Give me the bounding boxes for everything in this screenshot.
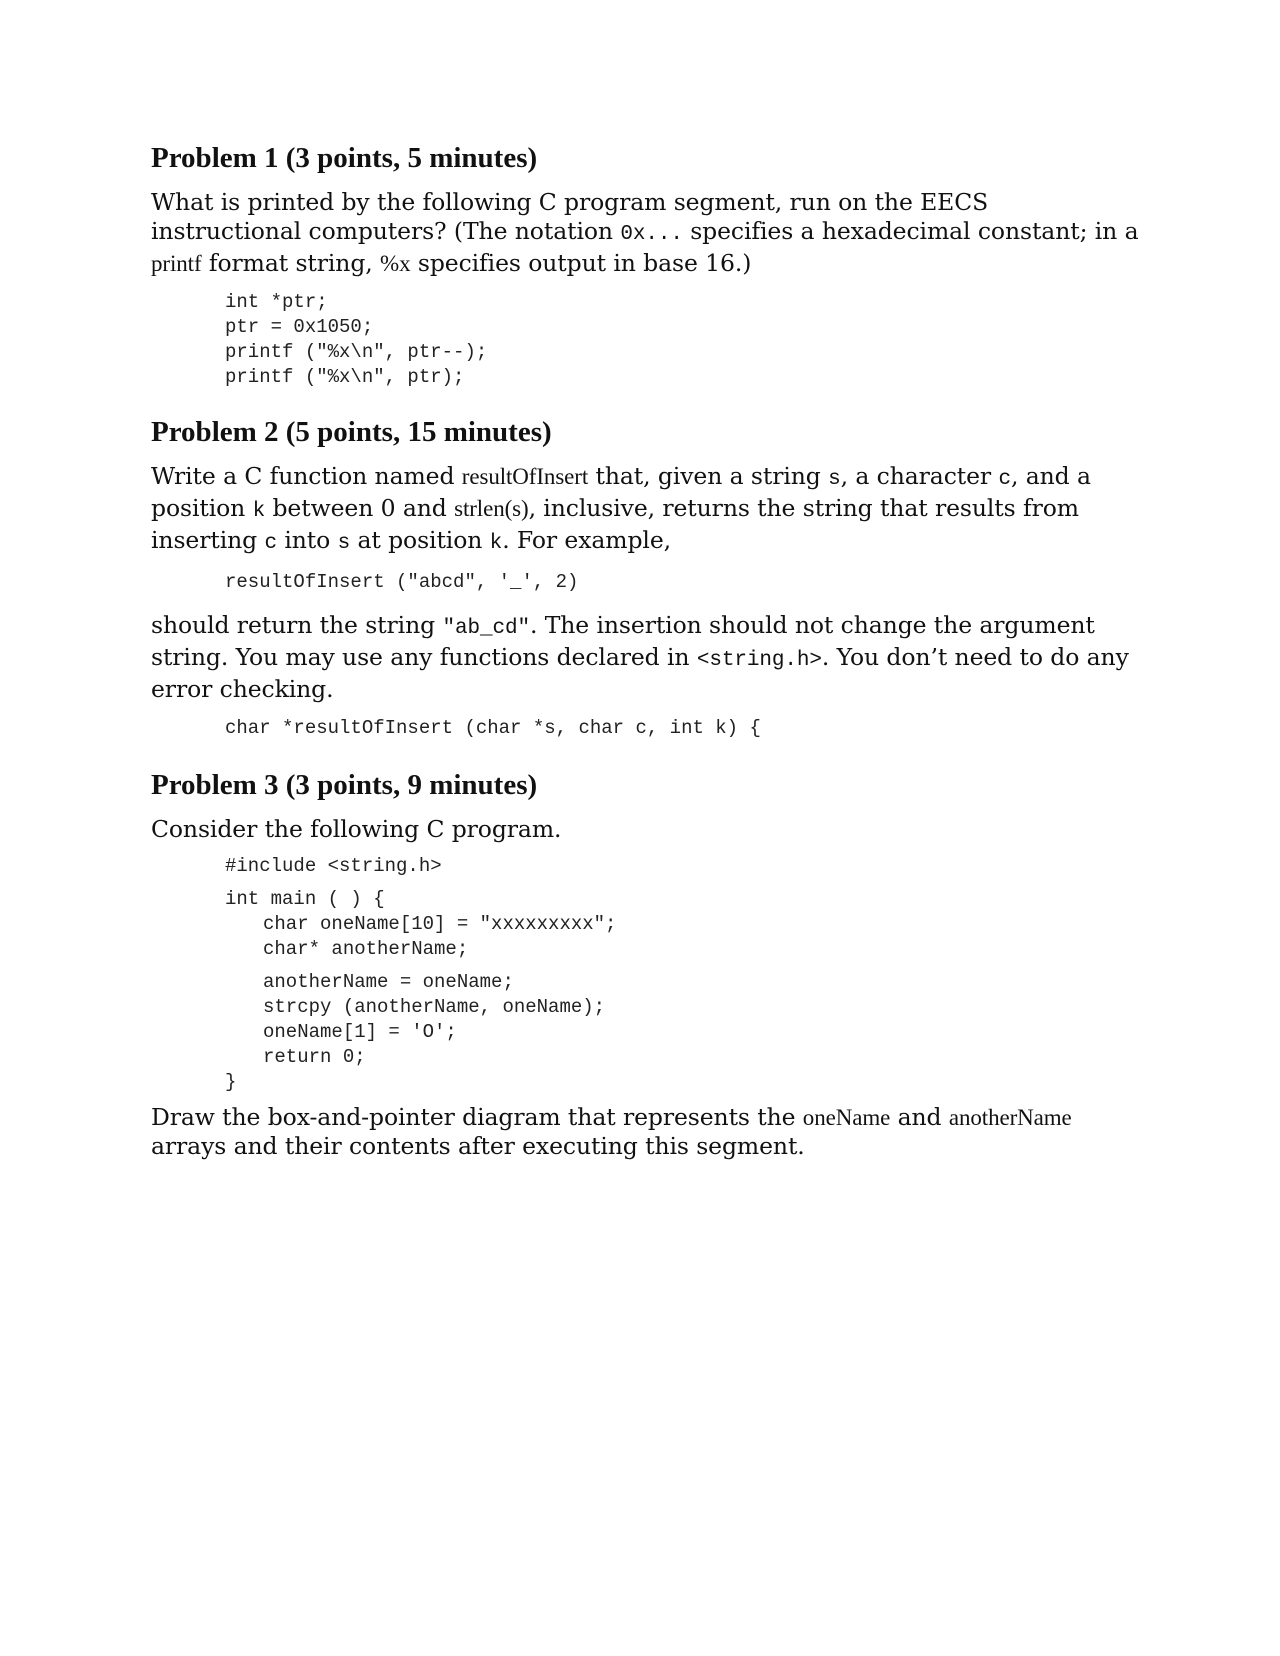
code-line: strcpy (anotherName, oneName);	[263, 996, 606, 1018]
code-line: return 0;	[263, 1046, 366, 1068]
p2-text-i: . For example,	[502, 526, 671, 554]
p3-text-b: and	[890, 1103, 949, 1131]
problem-2-signature: char *resultOfInsert (char *s, char c, int k) {	[225, 717, 761, 739]
p2-var-c: c	[998, 468, 1011, 491]
problem-1-text	[151, 188, 1141, 278]
code-line: int *ptr;	[225, 291, 328, 313]
p1-printf-word: printf	[151, 251, 202, 276]
problem-1	[151, 140, 1141, 390]
include-line: #include <string.h>	[225, 855, 442, 877]
p3-onename: oneName	[802, 1105, 891, 1130]
p1-text-d: specifies output in base 16.)	[410, 249, 752, 277]
p1-hex-notation: 0x...	[620, 223, 683, 246]
code-line: ptr = 0x1050;	[225, 316, 374, 338]
problem-2-text	[151, 462, 1141, 558]
p1-format-spec: %x	[380, 251, 411, 276]
p3-text-a: Draw the box-and-pointer diagram that represents the	[151, 1103, 803, 1131]
p2-result-string: "ab_cd"	[442, 617, 530, 640]
code-line: char oneName[10] = "xxxxxxxxx";	[263, 913, 617, 935]
code-line: char* anotherName;	[263, 938, 469, 960]
p2-text-e: between 0 and	[265, 494, 455, 522]
p2-text-h: at position	[350, 526, 490, 554]
code-line: anotherName = oneName;	[263, 971, 514, 993]
problem-1-code	[151, 290, 1141, 390]
p2-text-c: , a character	[840, 462, 999, 490]
code-line: printf ("%x\n", ptr);	[225, 366, 465, 388]
p2-text2-c: . You don’t need to do any error checking.	[151, 643, 1129, 703]
p2-text-d: , and a position	[151, 462, 1091, 522]
p1-text-a: What is printed by the following C program segment, run on the EECS instructional computers? (The notation	[151, 188, 989, 245]
problem-2-example-code: resultOfInsert ("abcd", '_', 2)	[225, 571, 579, 593]
problem-3-intro: Consider the following C program.	[151, 815, 562, 843]
p3-text-c: arrays and their contents after executing this segment.	[151, 1132, 805, 1160]
p2-text-g: into	[276, 526, 338, 554]
p3-anothername: anotherName	[948, 1105, 1072, 1130]
code-line: printf ("%x\n", ptr--);	[225, 341, 488, 363]
p2-text-f: , inclusive, returns the string that results from inserting	[151, 494, 1079, 554]
p2-text2-a: should return the string	[151, 611, 443, 639]
stmt-block	[151, 970, 1141, 1070]
code-line: oneName[1] = 'O';	[263, 1021, 457, 1043]
p1-text-c: format string,	[201, 249, 381, 277]
problem-2-title: Problem 2 (5 points, 15 minutes)	[151, 416, 552, 448]
p2-var-s: s	[337, 532, 351, 555]
p2-strlen: strlen(s)	[454, 496, 529, 521]
p2-fn-name: resultOfInsert	[461, 464, 589, 489]
problem-2-text-2	[151, 611, 1141, 704]
problem-3	[151, 767, 1141, 1161]
problem-3-title: Problem 3 (3 points, 9 minutes)	[151, 769, 538, 801]
p2-var-c: c	[264, 532, 277, 555]
p1-text-b: specifies a hexadecimal constant; in a	[682, 217, 1139, 245]
problem-2	[151, 414, 1141, 741]
p2-text2-b: . The insertion should not change the argument string. You may use any functions declared in	[151, 611, 1095, 671]
main-open-line: int main ( ) {	[225, 888, 385, 910]
p2-var-k: k	[252, 500, 266, 523]
p2-text-a: Write a C function named	[151, 462, 462, 490]
problem-1-title: Problem 1 (3 points, 5 minutes)	[151, 142, 538, 174]
p2-text-b: that, given a string	[588, 462, 829, 490]
decl-block	[151, 912, 1141, 962]
p2-var-k: k	[489, 532, 503, 555]
document-page	[151, 140, 1141, 1161]
problem-3-text	[151, 1103, 1141, 1161]
p2-var-s: s	[828, 468, 841, 491]
main-close-line: }	[225, 1071, 237, 1093]
p2-header-name: <string.h>	[696, 649, 822, 672]
